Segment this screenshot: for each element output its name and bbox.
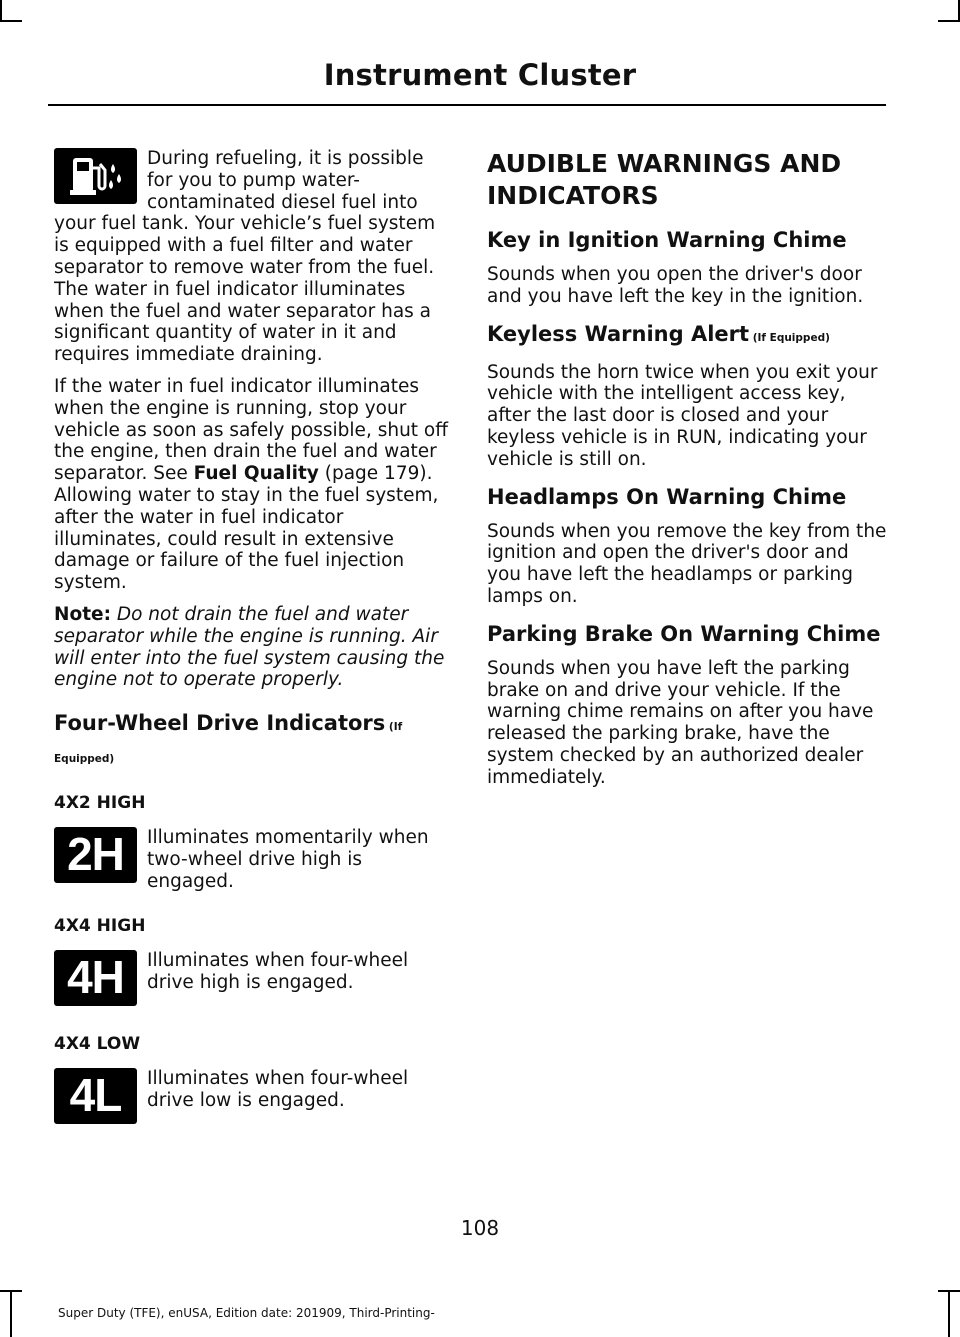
4h-indicator-icon: 4H xyxy=(54,950,137,1006)
audible-warnings-heading: AUDIBLE WARNINGS AND INDICATORS xyxy=(487,149,842,210)
indicator-label-4x4-low: 4X4 LOW xyxy=(54,1034,141,1055)
page-number: 108 xyxy=(460,1216,500,1240)
stop-vehicle-paragraph xyxy=(54,376,450,485)
right-column xyxy=(487,148,887,799)
crop-mark xyxy=(948,1290,950,1337)
crop-mark xyxy=(938,1290,960,1292)
crop-mark xyxy=(0,1290,22,1292)
fwd-heading-text: Four-Wheel Drive Indicators xyxy=(54,711,386,736)
damage-warning-text: Allowing water to stay in the fuel system, after the water in fuel indicator illuminates, could result in extensive damage or failure of the fuel injection system. xyxy=(54,484,439,594)
header-divider xyxy=(48,104,886,106)
water-in-fuel-text: During refueling, it is possible for you to pump water-contaminated diesel fuel into your fuel tank. Your vehicle’s fuel system is equipped with a fuel filter and water separator to remove water from the fuel. The water in fuel indicator illuminates when the fuel and water separator has a significant quantity of water in it and requires immediate draining. xyxy=(54,148,436,366)
crop-mark xyxy=(0,20,22,22)
parking-brake-text: Sounds when you have left the parking brake on and drive your vehicle. If the warning chime remains on after you have released the parking brake, have the system checked by an authorized dealer immediately. xyxy=(487,657,874,788)
headlamps-on-text: Sounds when you remove the key from the ignition and open the driver's door and you have left the headlamps or parking lamps on. xyxy=(487,520,887,607)
indicator-4x2-high-text: Illuminates momentarily when two-wheel drive high is engaged. xyxy=(147,826,429,892)
indicator-4x2-high xyxy=(54,827,450,892)
keyless-heading-text: Keyless Warning Alert xyxy=(487,321,750,346)
indicator-label-4x2-high: 4X2 HIGH xyxy=(54,793,146,814)
indicator-label-4x4-high: 4X4 HIGH xyxy=(54,916,146,937)
crop-mark xyxy=(0,0,2,22)
key-in-ignition-heading: Key in Ignition Warning Chime xyxy=(487,228,847,252)
left-column xyxy=(54,148,450,1142)
page-title: Instrument Cluster xyxy=(323,58,637,92)
keyless-warning-heading xyxy=(487,320,887,352)
edition-footer: Super Duty (TFE), enUSA, Edition date: 201909, Third-Printing- xyxy=(58,1306,435,1320)
note-label: Note: xyxy=(54,603,111,625)
indicator-4x4-high-text: Illuminates when four-wheel drive high is engaged. xyxy=(147,950,409,993)
fwd-indicators-heading xyxy=(54,709,450,773)
crop-mark xyxy=(10,1290,12,1337)
indicator-4x4-low xyxy=(54,1068,450,1128)
indicator-4x4-high xyxy=(54,950,450,1010)
note-text: Do not drain the fuel and water separator while the engine is running. Air will enter into the fuel system causing the engine not to operate properly. xyxy=(54,603,445,691)
2h-indicator-icon: 2H xyxy=(54,827,137,883)
fuel-quality-page-ref: (page 179). xyxy=(318,463,433,485)
indicator-4x4-low-text: Illuminates when four-wheel drive low is engaged. xyxy=(147,1067,409,1111)
keyless-heading-qualifier: (If Equipped) xyxy=(749,331,830,344)
fuel-quality-link[interactable]: Fuel Quality xyxy=(193,463,319,485)
water-in-fuel-block xyxy=(54,148,450,366)
headlamps-on-heading: Headlamps On Warning Chime xyxy=(487,484,847,509)
water-in-fuel-icon xyxy=(54,148,137,204)
keyless-warning-text: Sounds the horn twice when you exit your vehicle with the intelligent access key, after the last door is closed and your keyless vehicle is in RUN, indicating your vehicle is still on. xyxy=(487,361,878,470)
note-paragraph xyxy=(54,604,450,691)
stop-vehicle-text: If the water in fuel indicator illuminates when the engine is running, stop your vehicle as soon as safely possible, shut off the engine, then drain the fuel and water separator. See xyxy=(54,375,448,485)
parking-brake-heading: Parking Brake On Warning Chime xyxy=(487,621,881,646)
fwd-heading-qualifier: (If Equipped) xyxy=(54,721,403,766)
key-in-ignition-text: Sounds when you open the driver's door and you have left the key in the ignition. xyxy=(487,264,864,307)
crop-mark xyxy=(938,20,960,22)
4l-indicator-icon: 4L xyxy=(54,1068,137,1124)
